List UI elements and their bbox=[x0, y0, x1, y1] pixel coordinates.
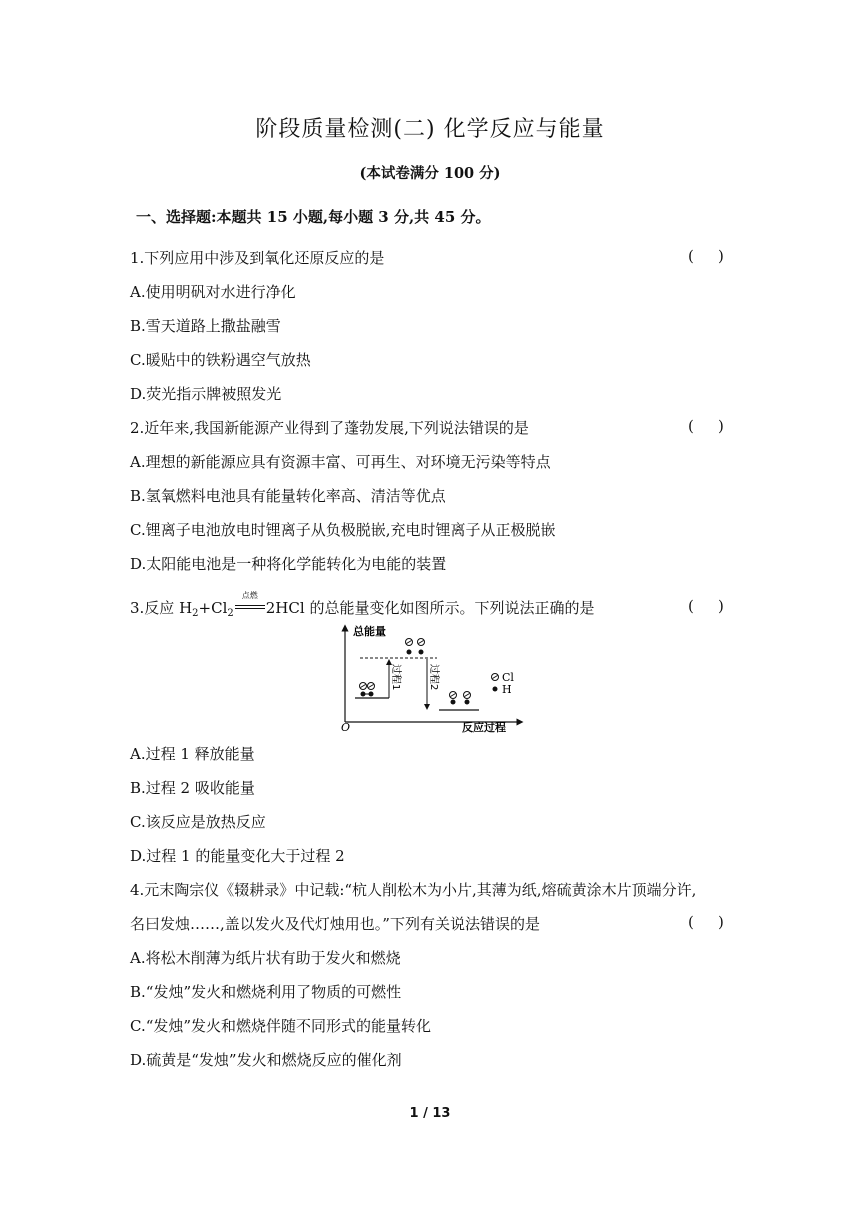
energy-diagram bbox=[335, 622, 525, 734]
q3-stem: 3.反应 $H_2+Cl_2$ 点燃 2HCl 的总能量变化如图所示。下列说法正确的是 bbox=[130, 591, 595, 619]
q4-stem-line1: 4.元末陶宗仪《辍耕录》中记载:“杭人削松木为小片,其薄为纸,熔硫黄涂木片顶端分许, bbox=[130, 881, 697, 899]
q1-option-b: B.雪天道路上撒盐融雪 bbox=[130, 317, 281, 335]
q2-stem: 2.近年来,我国新能源产业得到了蓬勃发展,下列说法错误的是 bbox=[130, 419, 529, 437]
q3-answer-bracket: ( ) bbox=[688, 597, 724, 615]
q4-option-c: C.“发烛”发火和燃烧伴随不同形式的能量转化 bbox=[130, 1017, 432, 1035]
q2-option-b: B.氢氧燃料电池具有能量转化率高、清洁等优点 bbox=[130, 487, 446, 505]
section-heading: 一、选择题:本题共 15 小题,每小题 3 分,共 45 分。 bbox=[136, 208, 491, 226]
q2-answer-bracket: ( ) bbox=[688, 417, 724, 435]
q1-stem: 1.下列应用中涉及到氧化还原反应的是 bbox=[130, 249, 385, 267]
page-number: 1 / 13 bbox=[409, 1106, 451, 1121]
process2-label: 过程2 bbox=[428, 664, 439, 691]
q4-option-b: B.“发烛”发火和燃烧利用了物质的可燃性 bbox=[130, 983, 402, 1001]
q1-option-d: D.荧光指示牌被照发光 bbox=[130, 385, 282, 403]
legend-h: H bbox=[502, 683, 512, 696]
y-axis-label: 总能量 bbox=[353, 625, 386, 638]
reactant-molecules bbox=[360, 683, 375, 697]
q1-option-a: A.使用明矾对水进行净化 bbox=[130, 283, 296, 301]
score-note: (本试卷满分 100 分) bbox=[359, 165, 501, 182]
q2-option-c: C.锂离子电池放电时锂离子从负极脱嵌,充电时锂离子从正极脱嵌 bbox=[130, 521, 556, 539]
product-molecules bbox=[450, 692, 471, 705]
process1-label: 过程1 bbox=[390, 664, 401, 691]
q3-option-c: C.该反应是放热反应 bbox=[130, 813, 266, 831]
q3-option-d: D.过程 1 的能量变化大于过程 2 bbox=[130, 847, 345, 865]
q2-option-d: D.太阳能电池是一种将化学能转化为电能的装置 bbox=[130, 555, 447, 573]
q2-option-a: A.理想的新能源应具有资源丰富、可再生、对环境无污染等特点 bbox=[130, 453, 551, 471]
q4-option-a: A.将松木削薄为纸片状有助于发火和燃烧 bbox=[130, 949, 401, 967]
q1-answer-bracket: ( ) bbox=[688, 247, 724, 265]
q1-option-c: C.暖贴中的铁粉遇空气放热 bbox=[130, 351, 311, 369]
separated-atoms bbox=[406, 639, 425, 655]
origin-label: O bbox=[341, 721, 351, 734]
x-axis-label: 反应过程 bbox=[462, 721, 506, 734]
q4-option-d: D.硫黄是“发烛”发火和燃烧反应的催化剂 bbox=[130, 1051, 402, 1069]
page-title: 阶段质量检测(二) 化学反应与能量 bbox=[255, 117, 605, 142]
h-legend-icon bbox=[493, 687, 498, 692]
legend-cl: Cl bbox=[502, 671, 514, 684]
q4-stem-line2: 名曰发烛……,盖以发火及代灯烛用也。”下列有关说法错误的是 bbox=[130, 915, 540, 933]
q3-option-b: B.过程 2 吸收能量 bbox=[130, 779, 255, 797]
q3-option-a: A.过程 1 释放能量 bbox=[130, 745, 255, 763]
reaction-arrow: 点燃 bbox=[234, 602, 266, 616]
q4-answer-bracket: ( ) bbox=[688, 913, 724, 931]
